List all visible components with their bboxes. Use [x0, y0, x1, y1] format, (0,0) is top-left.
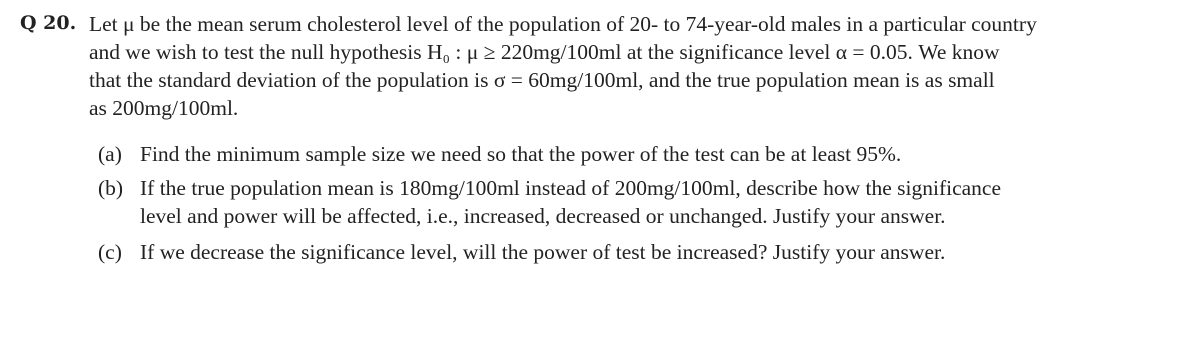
question-stem-line-4: as 200mg/100ml. [89, 96, 239, 120]
part-b-label: (b) [98, 176, 124, 200]
part-c-text: If we decrease the significance level, will the power of test be increased? Justify your answer. [140, 240, 946, 264]
question-stem-line-3: that the standard deviation of the population is σ = 60mg/100ml, and the true population mean is as small [89, 68, 995, 92]
part-b-text-line-2: level and power will be affected, i.e., increased, decreased or unchanged. Justify your answer. [140, 204, 946, 228]
part-b-text-line-1: If the true population mean is 180mg/100ml instead of 200mg/100ml, describe how the significance [140, 176, 1002, 200]
part-c-label: (c) [98, 240, 122, 264]
question-number: Q 20. [20, 12, 77, 34]
part-a-label: (a) [98, 142, 122, 166]
part-a-text: Find the minimum sample size we need so that the power of the test can be at least 95%. [140, 142, 902, 166]
question-stem-line-1: Let μ be the mean serum cholesterol level of the population of 20- to 74-year-old males in a particular country [89, 12, 1037, 36]
question-stem-line-2: and we wish to test the null hypothesis H₀ : μ ≥ 220mg/100ml at the significance level α = 0.05. We know [89, 40, 1000, 64]
